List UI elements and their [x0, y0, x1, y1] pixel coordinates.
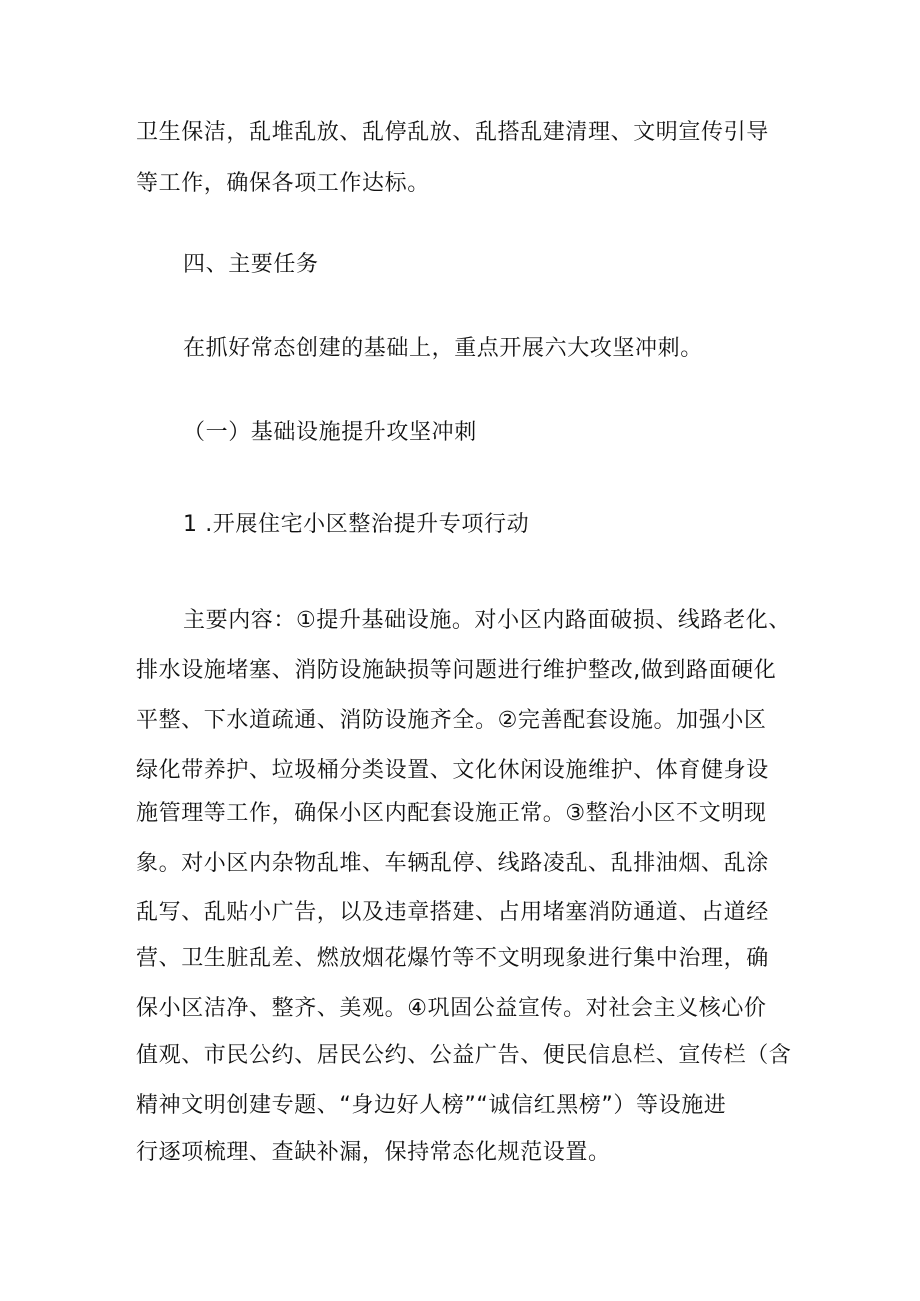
body-text-line: 精神文明创建专题、“身边好人榜”“诚信红黑榜”）等设施进	[136, 1093, 727, 1118]
body-text-line: 营、卫生脏乱差、燃放烟花爆竹等不文明现象进行集中治理，确	[136, 946, 769, 971]
body-text-line: 绿化带养护、垃圾桶分类设置、文化休闲设施维护、体育健身设	[136, 758, 769, 783]
body-text-line: 卫生保洁，乱堆乱放、乱停乱放、乱搭乱建清理、文明宣传引导	[136, 120, 769, 145]
body-text-line: 排水设施堵塞、消防设施缺损等问题进行维护整改,做到路面硬化	[136, 658, 777, 683]
body-text-line: 值观、市民公约、居民公约、公益广告、便民信息栏、宣传栏（含	[136, 1043, 792, 1068]
body-text-line: 施管理等工作，确保小区内配套设施正常。③整治小区不文明现	[136, 801, 767, 826]
item-heading: 1 .开展住宅小区整治提升专项行动	[183, 512, 530, 537]
body-text-line: 行逐项梳理、查缺补漏，保持常态化规范设置。	[136, 1140, 611, 1165]
body-text-line: 象。对小区内杂物乱堆、车辆乱停、线路凌乱、乱排油烟、乱涂	[136, 851, 769, 876]
body-text-line: 等工作，确保各项工作达标。	[136, 171, 430, 196]
body-text-line: 保小区洁净、整齐、美观。④巩固公益宣传。对社会主义核心价	[136, 996, 767, 1021]
section-heading: 四、主要任务	[183, 252, 319, 277]
subsection-heading: （一）基础设施提升攻坚冲刺	[183, 420, 477, 445]
body-text-line: 主要内容：①提升基础设施。对小区内路面破损、线路老化、	[183, 608, 791, 633]
body-text-line: 乱写、乱贴小广告，以及违章搭建、占用堵塞消防通道、占道经	[136, 900, 769, 925]
body-text-line: 平整、下水道疏通、消防设施齐全。②完善配套设施。加强小区	[136, 708, 767, 733]
section-intro: 在抓好常态创建的基础上，重点开展六大攻坚冲刺。	[183, 336, 703, 361]
